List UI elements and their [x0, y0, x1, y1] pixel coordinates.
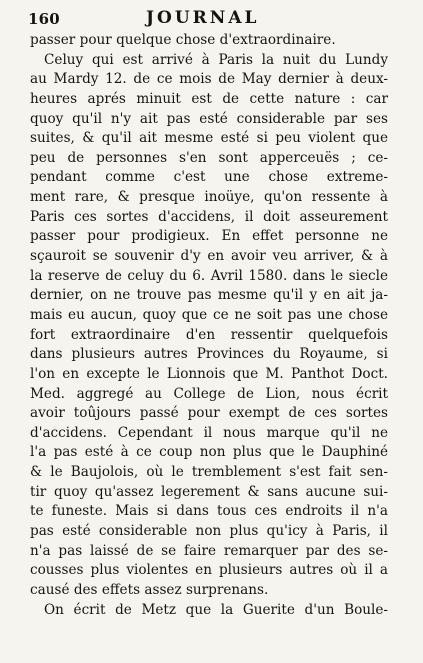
text-line: te funeste. Mais si dans tous ces endroits il n'a [30, 503, 388, 520]
text-line: fort extraordinaire d'en ressentir quelquefois [30, 326, 388, 343]
text-line: peu de personnes s'en sont apperceuës ; ce- [30, 149, 388, 166]
text-line: d'accidens. Cependant il nous marque qu'il ne [30, 424, 388, 441]
text-line: passer pour prodigieux. En effet personne ne [30, 228, 388, 245]
running-head: JOURNAL [146, 8, 260, 28]
text-line: la reserve de celuy du 6. Avril 1580. dans le siecle [30, 267, 388, 284]
text-line: suites, & qu'il ait mesme esté si peu violent que [30, 130, 388, 147]
text-line: quoy qu'il n'y ait pas esté considerable par ses [30, 110, 388, 127]
text-line: On écrit de Metz que la Guerite d'un Boule- [44, 601, 388, 618]
text-line: Med. aggregé au College de Lion, nous écrit [30, 385, 388, 402]
text-line: pendant comme c'est une chose extreme- [30, 169, 388, 186]
text-line: ment rare, & presque inoüye, qu'on ressente à [30, 189, 388, 206]
text-line: causé des effets assez surprenans. [30, 581, 269, 598]
text-line: dernier, on ne trouve pas mesme qu'il y en ait ja- [30, 287, 388, 304]
text-line: au Mardy 12. de ce mois de May dernier à deux- [30, 71, 388, 88]
text-line: mais eu aucun, quoy que ce ne soit pas une chose [30, 306, 388, 323]
page-number: 160 [28, 10, 60, 28]
page-header [28, 8, 388, 30]
text-line: & le Baujolois, où le tremblement s'est fait sen- [30, 464, 388, 481]
text-line: avoir toûjours passé pour exempt de ces sortes [30, 405, 388, 422]
text-line: Paris ces sortes d'accidens, il doit asseurement [30, 208, 388, 225]
text-line: l'on en excepte le Lionnois que M. Panthot Doct. [30, 365, 388, 382]
text-line: cousses plus violentes en plusieurs autres où il a [30, 562, 388, 579]
text-line: tir quoy qu'assez legerement & sans aucune sui- [30, 483, 388, 500]
text-line: l'a pas esté à ce coup non plus que le Dauphiné [30, 444, 388, 461]
body-text [30, 31, 388, 620]
text-line: pas esté considerable non plus qu'icy à Paris, il [30, 523, 388, 540]
text-line: n'a pas laissé de se faire remarquer par des se- [30, 542, 388, 559]
text-line: heures aprés minuit est de cette nature : car [30, 90, 388, 107]
text-line: dans plusieurs autres Provinces du Royaume, si [30, 346, 388, 363]
text-line: sçauroit se souvenir d'y en avoir veu arriver, & à [30, 248, 388, 265]
text-line: Celuy qui est arrivé à Paris la nuit du Lundy [44, 51, 388, 68]
text-line: passer pour quelque chose d'extraordinaire. [30, 32, 336, 48]
